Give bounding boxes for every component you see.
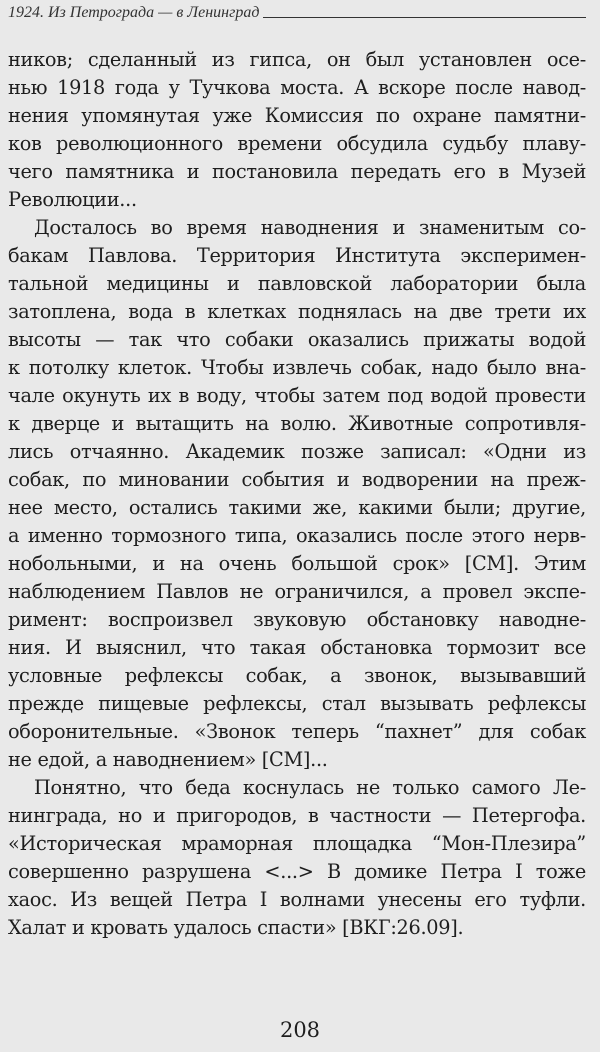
text-line: римент: воспроизвел звуковую обстановку наводне- — [8, 608, 586, 631]
text-line: высоты — так что собаки оказались прижаты водой — [8, 328, 586, 351]
text-line: наблюдением Павлов не ограничился, а провел экспе- — [8, 580, 586, 603]
text-line: совершенно разрушена <...> В домике Петра I тоже — [8, 860, 586, 883]
text-line: тальной медицины и павловской лаборатории была — [8, 272, 586, 295]
text-line: Понятно, что беда коснулась не только самого Ле- — [34, 776, 586, 799]
text-line: нинграда, но и пригородов, в частности — Петергофа. — [8, 804, 586, 827]
text-line: хаос. Из вещей Петра I волнами унесены его туфли. — [8, 888, 586, 911]
text-line: Революции... — [8, 188, 137, 211]
text-line: собак, по миновании события и водворении на преж- — [8, 468, 586, 491]
text-line: затоплена, вода в клетках поднялась на две трети их — [8, 300, 586, 323]
text-line: бакам Павлова. Территория Института эксперимен- — [8, 244, 586, 267]
text-line: к дверце и вытащить на волю. Животные сопротивля- — [8, 412, 586, 435]
page-body — [8, 46, 586, 942]
text-line: Досталось во время наводнения и знаменитым со- — [34, 216, 586, 239]
text-line: «Историческая мраморная площадка “Мон-Плезира” — [8, 832, 586, 855]
paragraph — [8, 46, 586, 214]
page-number: 208 — [279, 1018, 321, 1042]
text-line: нью 1918 года у Тучкова моста. А вскоре после навод- — [8, 76, 586, 99]
text-line: нее место, остались такими же, какими были; другие, — [8, 496, 586, 519]
text-line: чего памятника и постановила передать его в Музей — [8, 160, 586, 183]
text-line: ников; сделанный из гипса, он был установлен осе- — [8, 48, 586, 71]
text-line: условные рефлексы собак, а звонок, вызывавший — [8, 664, 586, 687]
running-header — [8, 4, 586, 22]
text-line: к потолку клеток. Чтобы извлечь собак, надо было вна- — [8, 356, 586, 379]
paragraph — [8, 214, 586, 774]
paragraph — [8, 774, 586, 942]
text-line: Халат и кровать удалось спасти» [ВКГ:26.09]. — [8, 916, 464, 939]
text-line: не едой, а наводнением» [СМ]... — [8, 748, 328, 771]
text-line: чале окунуть их в воду, чтобы затем под водой провести — [8, 384, 586, 407]
text-line: ния. И выяснил, что такая обстановка тормозит все — [8, 636, 586, 659]
text-line: нобольными, и на очень большой срок» [СМ]. Этим — [8, 552, 586, 575]
running-title: 1924. Из Петрограда — в Ленинград — [8, 4, 260, 21]
header-rule — [263, 17, 586, 18]
text-line: прежде пищевые рефлексы, стал вызывать рефлексы — [8, 692, 586, 715]
text-line: оборонительные. «Звонок теперь “пахнет” для собак — [8, 720, 586, 743]
text-line: ков революционного времени обсудила судьбу плаву- — [8, 132, 586, 155]
text-line: лись отчаянно. Академик позже записал: «Одни из — [8, 440, 586, 463]
text-line: а именно тормозного типа, оказались после этого нерв- — [8, 524, 586, 547]
text-line: нения упомянутая уже Комиссия по охране памятни- — [8, 104, 586, 127]
